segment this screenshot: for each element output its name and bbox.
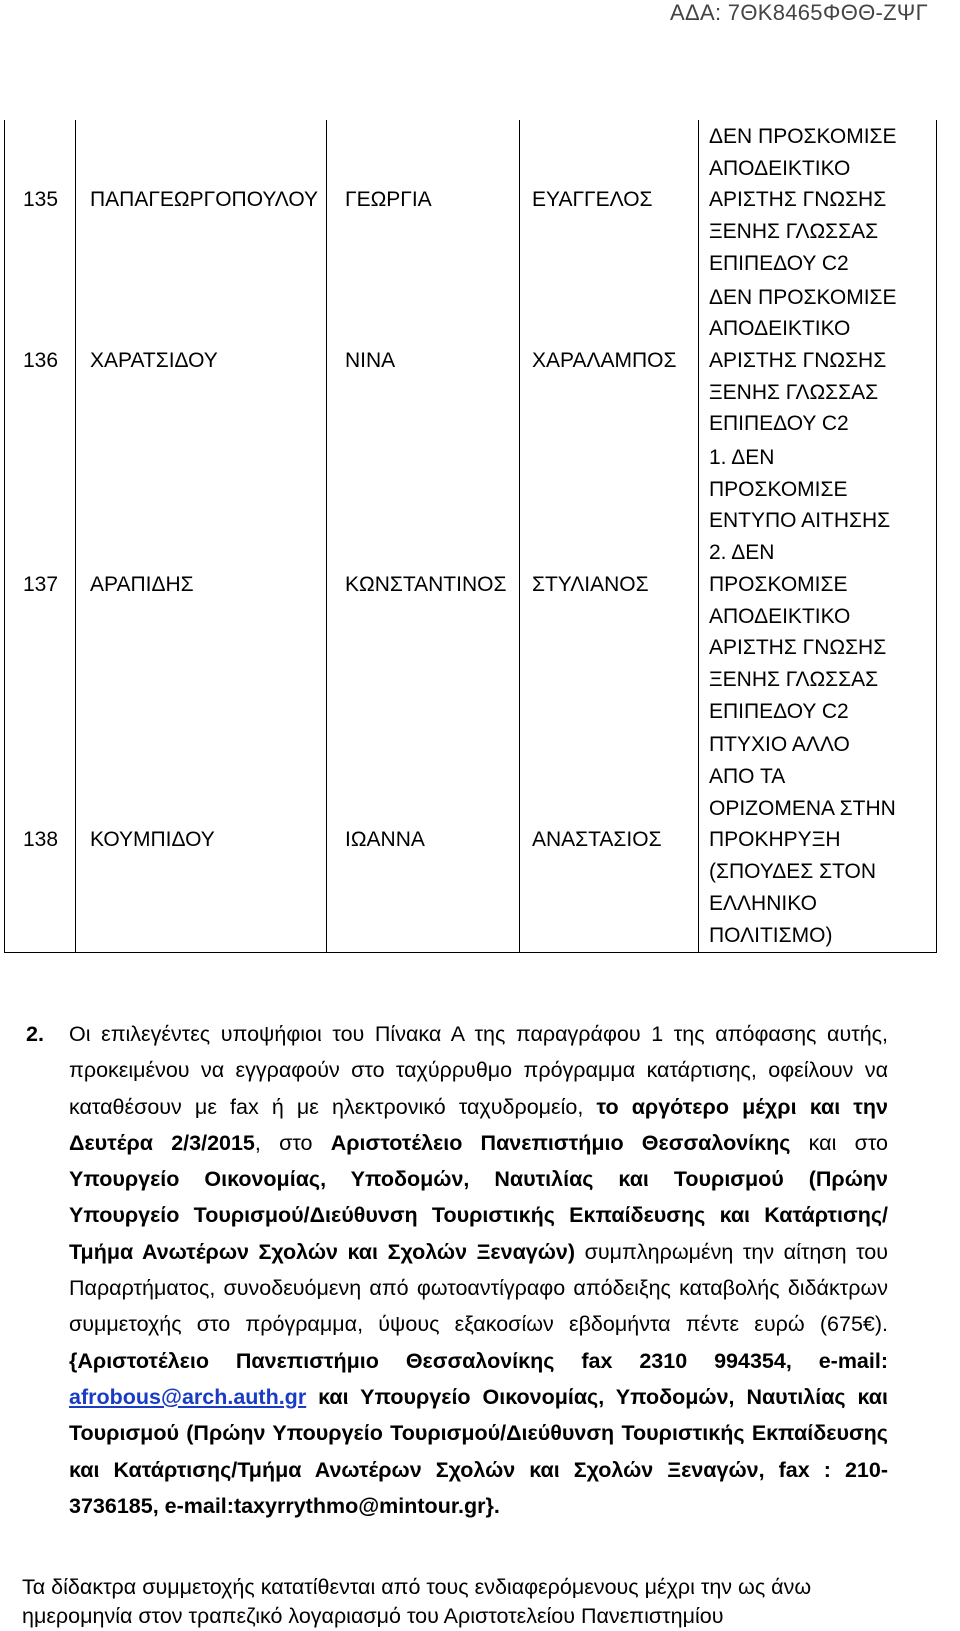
candidate-name: ΙΩΑΝΝΑ [327, 728, 520, 952]
rejection-reason [699, 441, 937, 728]
paragraph-2 [26, 1016, 888, 1524]
table-row [5, 441, 937, 728]
reason-line: ΠΡΟΣΚΟΜΙΣΕ [709, 477, 848, 501]
candidate-name: ΚΩΝΣΤΑΝΤΙΝΟΣ [327, 441, 520, 728]
reason-line: ΑΠΟΔΕΙΚΤΙΚΟ [709, 604, 851, 628]
rejection-reason [699, 728, 937, 952]
reason-line: ΠΟΛΙΤΙΣΜΟ) [709, 923, 833, 947]
contact-info: {Αριστοτέλειο Πανεπιστήμιο Θεσσαλονίκης fax 2310 994354, e-mail: [69, 1348, 888, 1373]
reason-line: ΕΠΙΠΕΔΟΥ C2 [709, 412, 849, 436]
candidate-surname: ΚΟΥΜΠΙΔΟΥ [76, 728, 327, 952]
paragraph-text-part: συμπληρωμένη την αίτηση του Παραρτήματος, συνοδευόμενη από φωτοαντίγραφο απόδειξης καταβολής διδάκτρων συμμετοχής στο πρόγραμμα, ύψους εξακοσίων εβδομήντα πέντε ευρώ (675€). [69, 1239, 888, 1337]
candidate-number: 136 [5, 281, 76, 442]
reason-line: ΞΕΝΗΣ ΓΛΩΣΣΑΣ [709, 220, 879, 244]
table-row [5, 728, 937, 952]
university-name: Αριστοτέλειο Πανεπιστήμιο Θεσσαλονίκης [330, 1130, 791, 1155]
paragraph-number: 2. [26, 1022, 44, 1046]
reason-line: ΑΠΟ ΤΑ [709, 765, 786, 789]
candidate-number: 138 [5, 728, 76, 952]
paragraph-text [69, 1016, 888, 1524]
candidate-surname: ΧΑΡΑΤΣΙΔΟΥ [76, 281, 327, 442]
reason-line: ΞΕΝΗΣ ΓΛΩΣΣΑΣ [709, 380, 879, 404]
candidate-father-name: ΑΝΑΣΤΑΣΙΟΣ [520, 728, 699, 952]
reason-line: ΠΤΥΧΙΟ ΑΛΛΟ [709, 733, 850, 757]
candidate-surname: ΑΡΑΠΙΔΗΣ [76, 441, 327, 728]
paragraph-text-part: Οι επιλεγέντες υποψήφιοι του Πίνακα Α της παραγράφου 1 της απόφασης αυτής, προκειμένου να εγγραφούν στο ταχύρρυθμο πρόγραμμα κατάρτισης, οφείλουν να καταθέσουν με fax ή με ηλεκτρονικό ταχυδρομείο, [69, 1022, 888, 1119]
email-link[interactable]: afrobous@arch.auth.gr [69, 1384, 307, 1409]
candidate-number: 137 [5, 441, 76, 728]
deadline-text: το αργότερο μέχρι και την Δευτέρα 2/3/2015 [69, 1094, 888, 1155]
reason-line: ΑΠΟΔΕΙΚΤΙΚΟ [709, 317, 851, 341]
table-row [5, 120, 937, 281]
reason-line: ΕΛΛΗΝΙΚΟ [709, 891, 817, 915]
candidate-number: 135 [5, 120, 76, 281]
reason-line: ΑΠΟΔΕΙΚΤΙΚΟ [709, 156, 851, 180]
candidate-name: ΝΙΝΑ [327, 281, 520, 442]
reason-line: ΑΡΙΣΤΗΣ ΓΝΩΣΗΣ [709, 636, 887, 660]
candidate-father-name: ΧΑΡΑΛΑΜΠΟΣ [520, 281, 699, 442]
reason-line: ΟΡΙΖΟΜΕΝΑ ΣΤΗΝ [709, 796, 896, 820]
reason-line: ΑΡΙΣΤΗΣ ΓΝΩΣΗΣ [709, 188, 887, 212]
reason-line: ΠΡΟΚΗΡΥΞΗ [709, 828, 841, 852]
reason-line: ΠΡΟΣΚΟΜΙΣΕ [709, 572, 848, 596]
candidate-surname: ΠΑΠΑΓΕΩΡΓΟΠΟΥΛΟΥ [76, 120, 327, 281]
reason-line: 1. ΔΕΝ [709, 446, 775, 470]
candidate-father-name: ΕΥΑΓΓΕΛΟΣ [520, 120, 699, 281]
rejection-reason [699, 281, 937, 442]
reason-line: ΞΕΝΗΣ ΓΛΩΣΣΑΣ [709, 667, 879, 691]
reason-line: ΔΕΝ ΠΡΟΣΚΟΜΙΣΕ [709, 285, 897, 309]
candidate-father-name: ΣΤΥΛΙΑΝΟΣ [520, 441, 699, 728]
reason-line: ΕΠΙΠΕΔΟΥ C2 [709, 251, 849, 275]
reason-line: (ΣΠΟΥΔΕΣ ΣΤΟΝ [709, 860, 877, 884]
table-row [5, 281, 937, 442]
ministry-name: Υπουργείο Οικονομίας, Υποδομών, Ναυτιλίας και Τουρισμού (Πρώην Υπουργείο Τουρισμού/Διεύθυνση Τουριστικής Εκπαίδευσης και Κατάρτισης/Τμήμα Ανωτέρων Σχολών και Σχολών Ξεναγών) [69, 1167, 888, 1264]
rejection-reason [699, 120, 937, 281]
candidate-name: ΓΕΩΡΓΙΑ [327, 120, 520, 281]
paragraph-text-part: και στο [790, 1130, 888, 1155]
ada-code: ΑΔΑ: 7ΘΚ8465ΦΘΘ-ΖΨΓ [670, 0, 928, 25]
contact-info-ministry: και Υπουργείο Οικονομίας, Υποδομών, Ναυτιλίας και Τουρισμού (Πρώην Υπουργείο Τουρισμού/Διεύθυνση Τουριστικής Εκπαίδευσης και Κατάρτισης/Τμήμα Ανωτέρων Σχολών και Σχολών Ξεναγών, fax : 210-3736185, e-mail:taxyrrythmo@mintour.gr}. [69, 1384, 888, 1518]
tail-text: Τα δίδακτρα συμμετοχής κατατίθενται από τους ενδιαφερόμενους μέχρι την ως άνω ημερομηνία στον τραπεζικό λογαριασμό του Αριστοτελείου Πανεπιστημίου [22, 1575, 812, 1628]
reason-line: 2. ΔΕΝ [709, 541, 775, 565]
reason-line: ΔΕΝ ΠΡΟΣΚΟΜΙΣΕ [709, 125, 897, 148]
reason-line: ΑΡΙΣΤΗΣ ΓΝΩΣΗΣ [709, 348, 887, 372]
reason-line: ΕΠΙΠΕΔΟΥ C2 [709, 699, 849, 723]
reason-line: ΕΝΤΥΠΟ ΑΙΤΗΣΗΣ [709, 509, 891, 533]
paragraph-text-part: , στο [254, 1130, 331, 1155]
candidates-table [4, 120, 937, 953]
